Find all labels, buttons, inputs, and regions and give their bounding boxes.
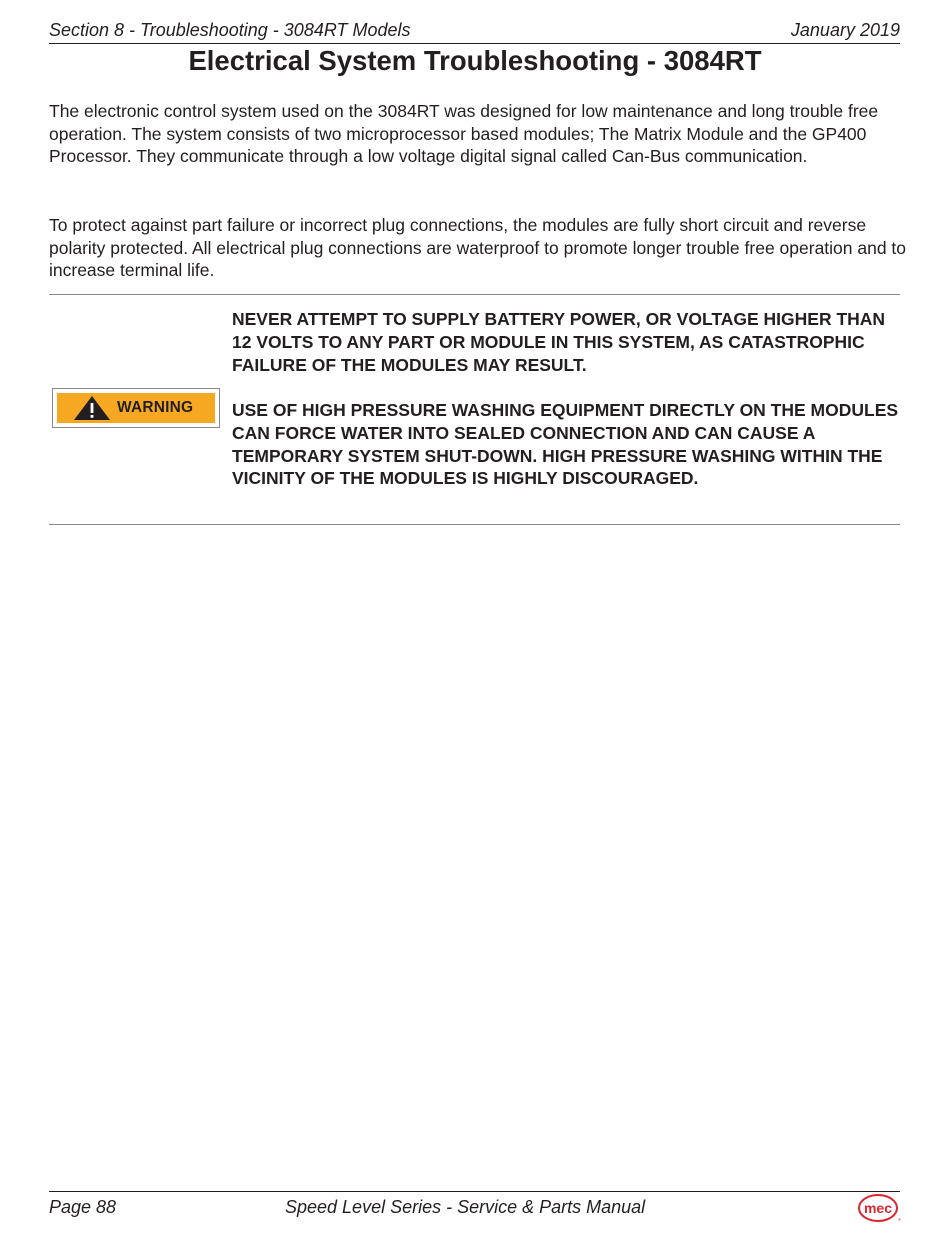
- page-number: Page 88: [49, 1197, 117, 1217]
- warning-label-box: [52, 388, 220, 428]
- warning-top-divider: [49, 294, 900, 295]
- section-title: Section 8 - Troubleshooting - 3084RT Models: [49, 20, 411, 40]
- manual-title: Speed Level Series - Service & Parts Manual: [285, 1197, 646, 1217]
- warning-message-washing: USE OF HIGH PRESSURE WASHING EQUIPMENT DIRECTLY ON THE MODULES CAN FORCE WATER INTO SEALED CONNECTION AND CAN CAUSE A TEMPORARY SYSTEM SHUT-DOWN. HIGH PRESSURE WASHING WITHIN THE VICINITY OF THE MODULES IS HIGHLY DISCOURAGED.: [232, 400, 899, 489]
- warning-message-voltage: NEVER ATTEMPT TO SUPPLY BATTERY POWER, OR VOLTAGE HIGHER THAN 12 VOLTS TO ANY PART OR MODULE IN THIS SYSTEM, AS CATASTROPHIC FAILURE OF THE MODULES MAY RESULT.: [232, 309, 886, 375]
- warning-banner: [57, 393, 215, 423]
- warning-bottom-divider: [49, 524, 900, 525]
- logo-text: mec: [863, 1200, 893, 1216]
- intro-paragraph: The electronic control system used on the 3084RT was designed for low maintenance and long trouble free operation. The system consists of two microprocessor based modules; The Matrix Module and the GP400 Processor. They communicate through a low voltage digital signal called Can-Bus communication.: [49, 101, 879, 167]
- warning-label: WARNING: [117, 399, 194, 416]
- mec-logo: [858, 1193, 900, 1223]
- page-title: Electrical System Troubleshooting - 3084RT: [188, 45, 762, 76]
- footer-divider: [49, 1191, 900, 1192]
- page-header: [49, 18, 900, 44]
- protection-paragraph: To protect against part failure or incorrect plug connections, the modules are fully short circuit and reverse polarity protected. All electrical plug connections are waterproof to promote longer trouble free operation and to increase terminal life.: [49, 215, 907, 281]
- header-date: January 2019: [790, 20, 900, 40]
- svg-text:®: ®: [898, 1217, 901, 1222]
- warning-triangle-icon: [73, 395, 111, 421]
